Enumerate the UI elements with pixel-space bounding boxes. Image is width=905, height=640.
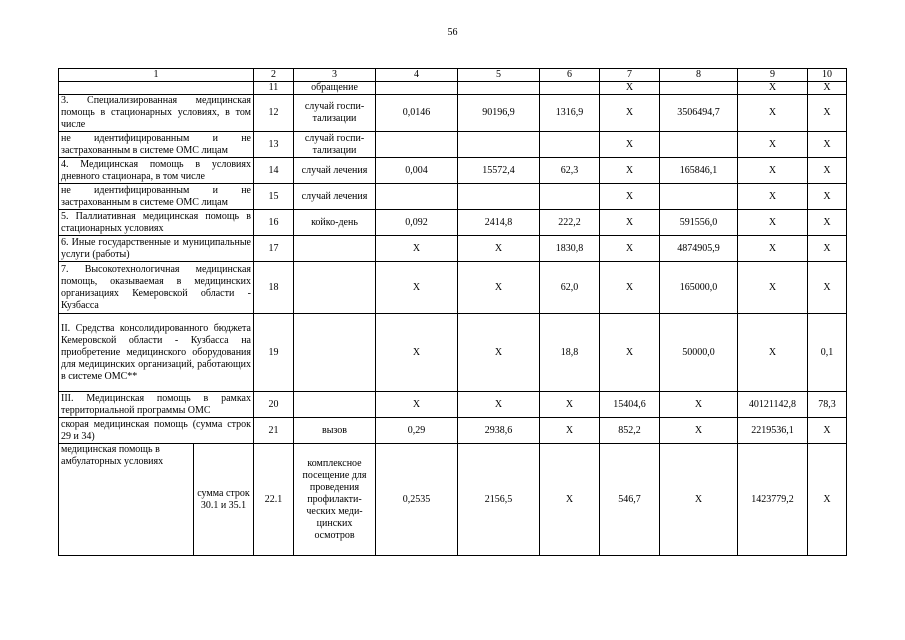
cell-col-10: X	[808, 82, 847, 95]
cell-col-5	[458, 132, 540, 158]
cell-col-4	[376, 82, 458, 95]
cell-col-9: X	[738, 262, 808, 314]
cell-col-9: X	[738, 95, 808, 132]
cell-col-1	[59, 82, 254, 95]
cell-col-3: случай лечения	[294, 184, 376, 210]
cell-col-7: X	[600, 210, 660, 236]
cell-col-6: 62,0	[540, 262, 600, 314]
cell-col-5: X	[458, 236, 540, 262]
cell-col-10: X	[808, 184, 847, 210]
cell-col-2: 13	[254, 132, 294, 158]
header-cell: 9	[738, 69, 808, 82]
cell-col-1: II. Средства консолидированного бюджета Кемеровской области - Кузбасса на приобретение медицинского оборудования для медицинских организаций, работающих в системе ОМС**	[59, 314, 254, 392]
cell-col-9: X	[738, 82, 808, 95]
cell-col-7: X	[600, 262, 660, 314]
cell-col-10: X	[808, 444, 847, 556]
cell-col-2: 12	[254, 95, 294, 132]
cell-col-1: 5. Паллиативная медицинская помощь в стационарных условиях	[59, 210, 254, 236]
cell-col-1: скорая медицинская помощь (сумма строк 29 и 34)	[59, 418, 254, 444]
cell-col-4: X	[376, 314, 458, 392]
cell-col-1: не идентифицированным и не застрахованным в системе ОМС лицам	[59, 132, 254, 158]
table-row	[59, 132, 847, 158]
header-cell: 6	[540, 69, 600, 82]
cell-col-9: X	[738, 158, 808, 184]
table-row	[59, 236, 847, 262]
cell-col-7: X	[600, 236, 660, 262]
cell-col-7: X	[600, 158, 660, 184]
cell-col-10: X	[808, 210, 847, 236]
cell-col-2: 20	[254, 392, 294, 418]
cell-col-5: 2938,6	[458, 418, 540, 444]
cell-col-6	[540, 82, 600, 95]
cell-col-7: 852,2	[600, 418, 660, 444]
cell-col-10: X	[808, 262, 847, 314]
cell-col-6: X	[540, 392, 600, 418]
cell-col-7: X	[600, 132, 660, 158]
cell-col-3: случай госпи-тализации	[294, 95, 376, 132]
cell-col-4	[376, 132, 458, 158]
cell-col-10: X	[808, 95, 847, 132]
cell-col-4: 0,092	[376, 210, 458, 236]
cell-col-4: X	[376, 236, 458, 262]
cell-col-6: X	[540, 444, 600, 556]
cell-col-8	[660, 184, 738, 210]
cell-col-8: 165000,0	[660, 262, 738, 314]
cell-col-3: случай госпи-тализации	[294, 132, 376, 158]
cell-col-4: X	[376, 392, 458, 418]
cell-col-8: X	[660, 444, 738, 556]
cell-col-9: X	[738, 132, 808, 158]
cell-col-3	[294, 314, 376, 392]
cell-col-3: койко-день	[294, 210, 376, 236]
cell-col-10: X	[808, 132, 847, 158]
table-row	[59, 95, 847, 132]
cell-col-6: 222,2	[540, 210, 600, 236]
cell-col-3: комплексное посещение для проведения профилакти-ческих меди-цинских осмотров	[294, 444, 376, 556]
table-row	[59, 158, 847, 184]
cell-col-8: 165846,1	[660, 158, 738, 184]
cell-col-5: 2156,5	[458, 444, 540, 556]
cell-col-10: 78,3	[808, 392, 847, 418]
cell-col-1b: сумма строк 30.1 и 35.1	[194, 444, 254, 556]
cell-col-2: 21	[254, 418, 294, 444]
cell-col-2: 16	[254, 210, 294, 236]
table-row	[59, 314, 847, 392]
cell-col-4: X	[376, 262, 458, 314]
cell-col-5: X	[458, 262, 540, 314]
cell-col-8: 591556,0	[660, 210, 738, 236]
cell-col-1: 6. Иные государственные и муниципальные услуги (работы)	[59, 236, 254, 262]
cell-col-9: 1423779,2	[738, 444, 808, 556]
cell-col-5: 2414,8	[458, 210, 540, 236]
table-row	[59, 392, 847, 418]
cell-col-8: 4874905,9	[660, 236, 738, 262]
cell-col-8: 50000,0	[660, 314, 738, 392]
cell-col-10: 0,1	[808, 314, 847, 392]
cell-col-4: 0,29	[376, 418, 458, 444]
cell-col-3: вызов	[294, 418, 376, 444]
cell-col-9: 2219536,1	[738, 418, 808, 444]
header-cell: 5	[458, 69, 540, 82]
cell-col-2: 17	[254, 236, 294, 262]
cell-col-3: обращение	[294, 82, 376, 95]
cell-col-5: X	[458, 314, 540, 392]
table-row	[59, 184, 847, 210]
header-cell: 1	[59, 69, 254, 82]
cell-col-7: 546,7	[600, 444, 660, 556]
header-cell: 7	[600, 69, 660, 82]
header-cell: 8	[660, 69, 738, 82]
cell-col-2: 22.1	[254, 444, 294, 556]
table-row	[59, 210, 847, 236]
cell-col-7: 15404,6	[600, 392, 660, 418]
cell-col-4: 0,0146	[376, 95, 458, 132]
cell-col-8	[660, 82, 738, 95]
header-cell: 2	[254, 69, 294, 82]
cell-col-1a: медицинская помощь в амбулаторных условиях	[59, 444, 194, 556]
header-cell: 10	[808, 69, 847, 82]
cell-col-9: X	[738, 314, 808, 392]
cell-col-2: 19	[254, 314, 294, 392]
cell-col-6: X	[540, 418, 600, 444]
cell-col-6	[540, 132, 600, 158]
cell-col-7: X	[600, 314, 660, 392]
cell-col-6: 18,8	[540, 314, 600, 392]
cell-col-4: 0,004	[376, 158, 458, 184]
cell-col-6	[540, 184, 600, 210]
cell-col-4: 0,2535	[376, 444, 458, 556]
cell-col-9: 40121142,8	[738, 392, 808, 418]
cell-col-2: 18	[254, 262, 294, 314]
cell-col-3	[294, 262, 376, 314]
cell-col-7: X	[600, 184, 660, 210]
cell-col-10: X	[808, 158, 847, 184]
cell-col-8: 3506494,7	[660, 95, 738, 132]
table-row	[59, 418, 847, 444]
cell-col-9: X	[738, 184, 808, 210]
data-table	[58, 68, 847, 556]
header-row	[59, 69, 847, 82]
cell-col-10: X	[808, 418, 847, 444]
table-row	[59, 262, 847, 314]
cell-col-9: X	[738, 210, 808, 236]
page-number: 56	[447, 27, 458, 38]
header-cell: 4	[376, 69, 458, 82]
cell-col-1: 4. Медицинская помощь в условиях дневного стационара, в том числе	[59, 158, 254, 184]
cell-col-6: 62,3	[540, 158, 600, 184]
cell-col-5	[458, 82, 540, 95]
cell-col-5: 15572,4	[458, 158, 540, 184]
cell-col-5: X	[458, 392, 540, 418]
cell-col-1: 3. Специализированная медицинская помощь в стационарных условиях, в том числе	[59, 95, 254, 132]
cell-col-5: 90196,9	[458, 95, 540, 132]
header-cell: 3	[294, 69, 376, 82]
cell-col-5	[458, 184, 540, 210]
cell-col-9: X	[738, 236, 808, 262]
cell-col-3	[294, 236, 376, 262]
cell-col-1: не идентифицированным и не застрахованным в системе ОМС лицам	[59, 184, 254, 210]
table-row	[59, 444, 847, 556]
cell-col-3	[294, 392, 376, 418]
cell-col-3: случай лечения	[294, 158, 376, 184]
cell-col-1: III. Медицинская помощь в рамках территориальной программы ОМС	[59, 392, 254, 418]
cell-col-7: X	[600, 95, 660, 132]
cell-col-2: 15	[254, 184, 294, 210]
table-row	[59, 82, 847, 95]
cell-col-10: X	[808, 236, 847, 262]
cell-col-7: X	[600, 82, 660, 95]
cell-col-2: 11	[254, 82, 294, 95]
cell-col-8: X	[660, 392, 738, 418]
cell-col-6: 1316,9	[540, 95, 600, 132]
cell-col-1: 7. Высокотехнологичная медицинская помощь, оказываемая в медицинских организациях Кемеровской области - Кузбасса	[59, 262, 254, 314]
cell-col-6: 1830,8	[540, 236, 600, 262]
cell-col-8	[660, 132, 738, 158]
cell-col-4	[376, 184, 458, 210]
cell-col-2: 14	[254, 158, 294, 184]
cell-col-8: X	[660, 418, 738, 444]
